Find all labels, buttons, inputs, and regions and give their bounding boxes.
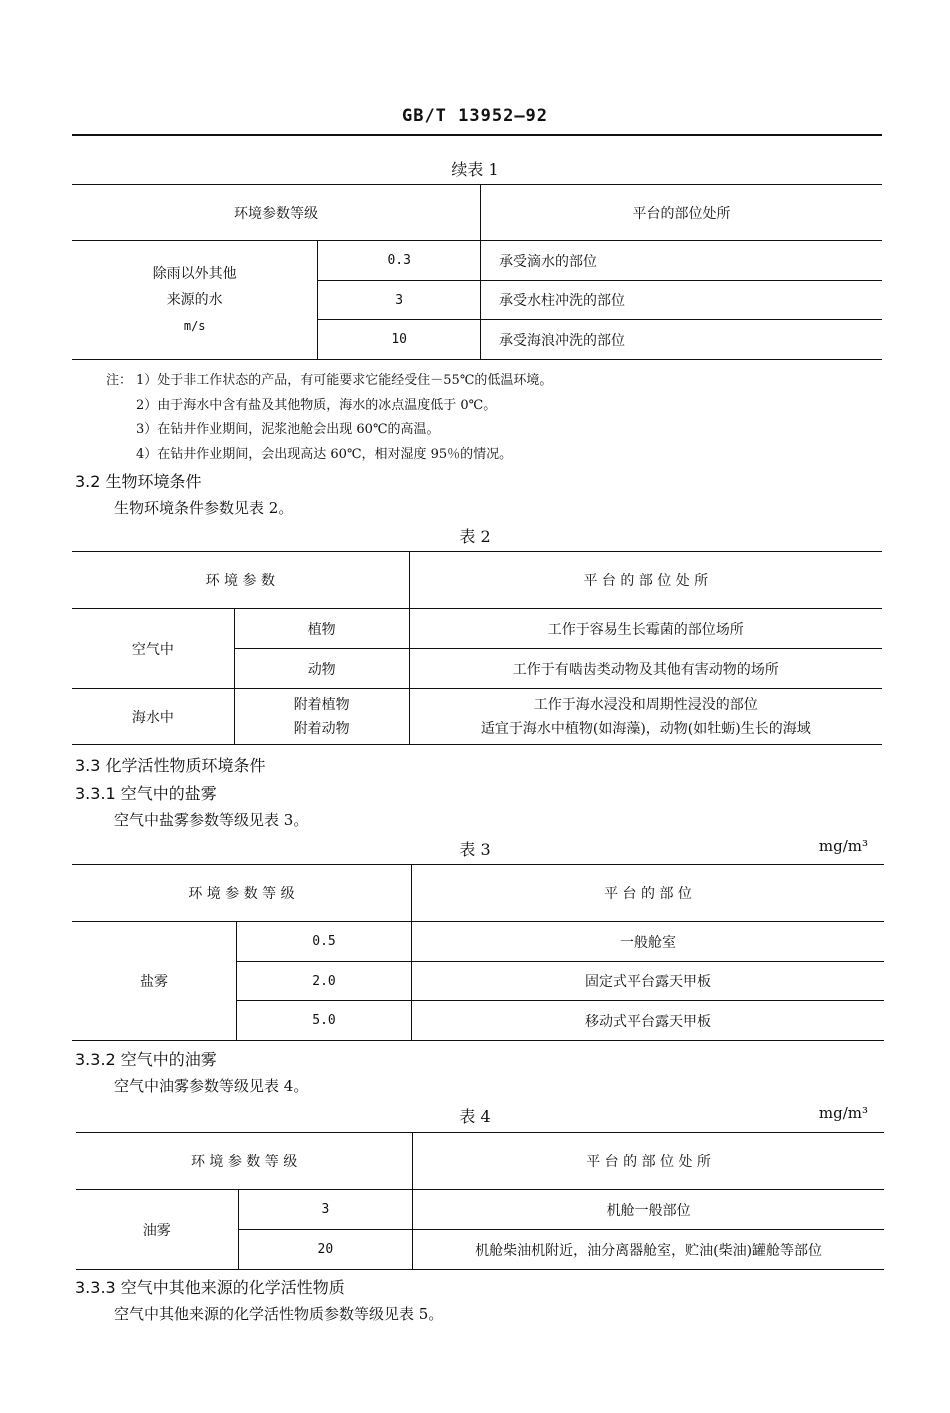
table3-row-place: 移动式平台露天甲板	[412, 1001, 885, 1041]
table2-item: 植物	[234, 609, 409, 649]
table3-row-value: 5.0	[237, 1001, 412, 1041]
note-item: 2）由于海水中含有盐及其他物质，海水的冰点温度低于 0℃。	[136, 398, 497, 413]
section-3-3-heading: 3.3 化学活性物质环境条件	[75, 756, 266, 775]
section-3-2-para: 生物环境条件参数见表 2。	[114, 499, 294, 517]
section-3-3-3-heading: 3.3.3 空气中其他来源的化学活性物质	[75, 1278, 345, 1297]
table2-group-air: 空气中	[72, 609, 234, 689]
table1-row-place: 承受海浪冲洗的部位	[480, 320, 882, 360]
table4-head-param: 环 境 参 数 等 级	[76, 1133, 413, 1190]
table4-row-value: 3	[238, 1190, 413, 1230]
table1-head-param: 环境参数等级	[72, 185, 480, 241]
note-item: 4）在钻井作业期间，会出现高达 60℃，相对湿度 95％的情况。	[136, 447, 513, 462]
table3-row-place: 一般舱室	[412, 922, 885, 962]
table1-row-place: 承受水柱冲洗的部位	[480, 281, 882, 320]
table4-row-value: 20	[238, 1230, 413, 1270]
table3-unit: mg/m³	[818, 837, 868, 855]
table2-caption: 表 2	[459, 527, 491, 546]
header-rule	[72, 134, 882, 136]
section-3-3-2-heading: 3.3.2 空气中的油雾	[75, 1050, 217, 1069]
table2-head-param: 环 境 参 数	[72, 552, 409, 609]
table4-head-place: 平 台 的 部 位 处 所	[413, 1133, 884, 1190]
table4-row-place: 机舱一般部位	[413, 1190, 884, 1230]
table2-sea-places: 工作于海水浸没和周期性浸没的部位 适宜于海水中植物(如海藻)，动物(如牡蛎)生长的海域	[409, 689, 882, 745]
table1-caption: 续表 1	[451, 160, 499, 179]
section-3-3-1-para: 空气中盐雾参数等级见表 3。	[114, 811, 309, 829]
table1-row-value: 3	[318, 281, 481, 320]
notes-prefix: 注：	[106, 373, 133, 388]
section-3-3-3-para: 空气中其他来源的化学活性物质参数等级见表 5。	[114, 1305, 444, 1323]
table3-row-value: 0.5	[237, 922, 412, 962]
table4-group: 油雾	[76, 1190, 238, 1270]
standard-code: GB/T 13952—92	[401, 106, 549, 126]
table3-caption: 表 3	[459, 840, 491, 859]
section-3-2-heading: 3.2 生物环境条件	[75, 472, 202, 491]
table4-caption: 表 4	[459, 1107, 491, 1126]
table2-group-sea: 海水中	[72, 689, 234, 745]
table4-unit: mg/m³	[818, 1104, 868, 1122]
table1-row-value: 10	[318, 320, 481, 360]
table1-row-place: 承受滴水的部位	[480, 241, 882, 281]
table2-place: 工作于有啮齿类动物及其他有害动物的场所	[409, 649, 882, 689]
table3-row-place: 固定式平台露天甲板	[412, 962, 885, 1001]
note-item: 3）在钻井作业期间，泥浆池舱会出现 60℃的高温。	[136, 422, 440, 437]
table3-row-value: 2.0	[237, 962, 412, 1001]
table2-place: 工作于容易生长霉菌的部位场所	[409, 609, 882, 649]
table4	[76, 1132, 884, 1270]
table2	[72, 551, 882, 745]
table2-item: 动物	[234, 649, 409, 689]
table2-head-place: 平 台 的 部 位 处 所	[409, 552, 882, 609]
table3	[72, 864, 884, 1041]
table2-sea-items: 附着植物 附着动物	[234, 689, 409, 745]
table1	[72, 184, 882, 360]
section-3-3-1-heading: 3.3.1 空气中的盐雾	[75, 784, 217, 803]
note-item: 1）处于非工作状态的产品，有可能要求它能经受住－55℃的低温环境。	[136, 373, 553, 388]
table3-head-place: 平 台 的 部 位	[412, 865, 885, 922]
table4-row-place: 机舱柴油机附近，油分离器舱室，贮油(柴油)罐舱等部位	[413, 1230, 884, 1270]
table3-group: 盐雾	[72, 922, 237, 1041]
table1-row-value: 0.3	[318, 241, 481, 281]
section-3-3-2-para: 空气中油雾参数等级见表 4。	[114, 1077, 309, 1095]
table1-group-label: 除雨以外其他 来源的水 m/s	[72, 241, 318, 360]
table3-head-param: 环 境 参 数 等 级	[72, 865, 412, 922]
table1-head-place: 平台的部位处所	[480, 185, 882, 241]
